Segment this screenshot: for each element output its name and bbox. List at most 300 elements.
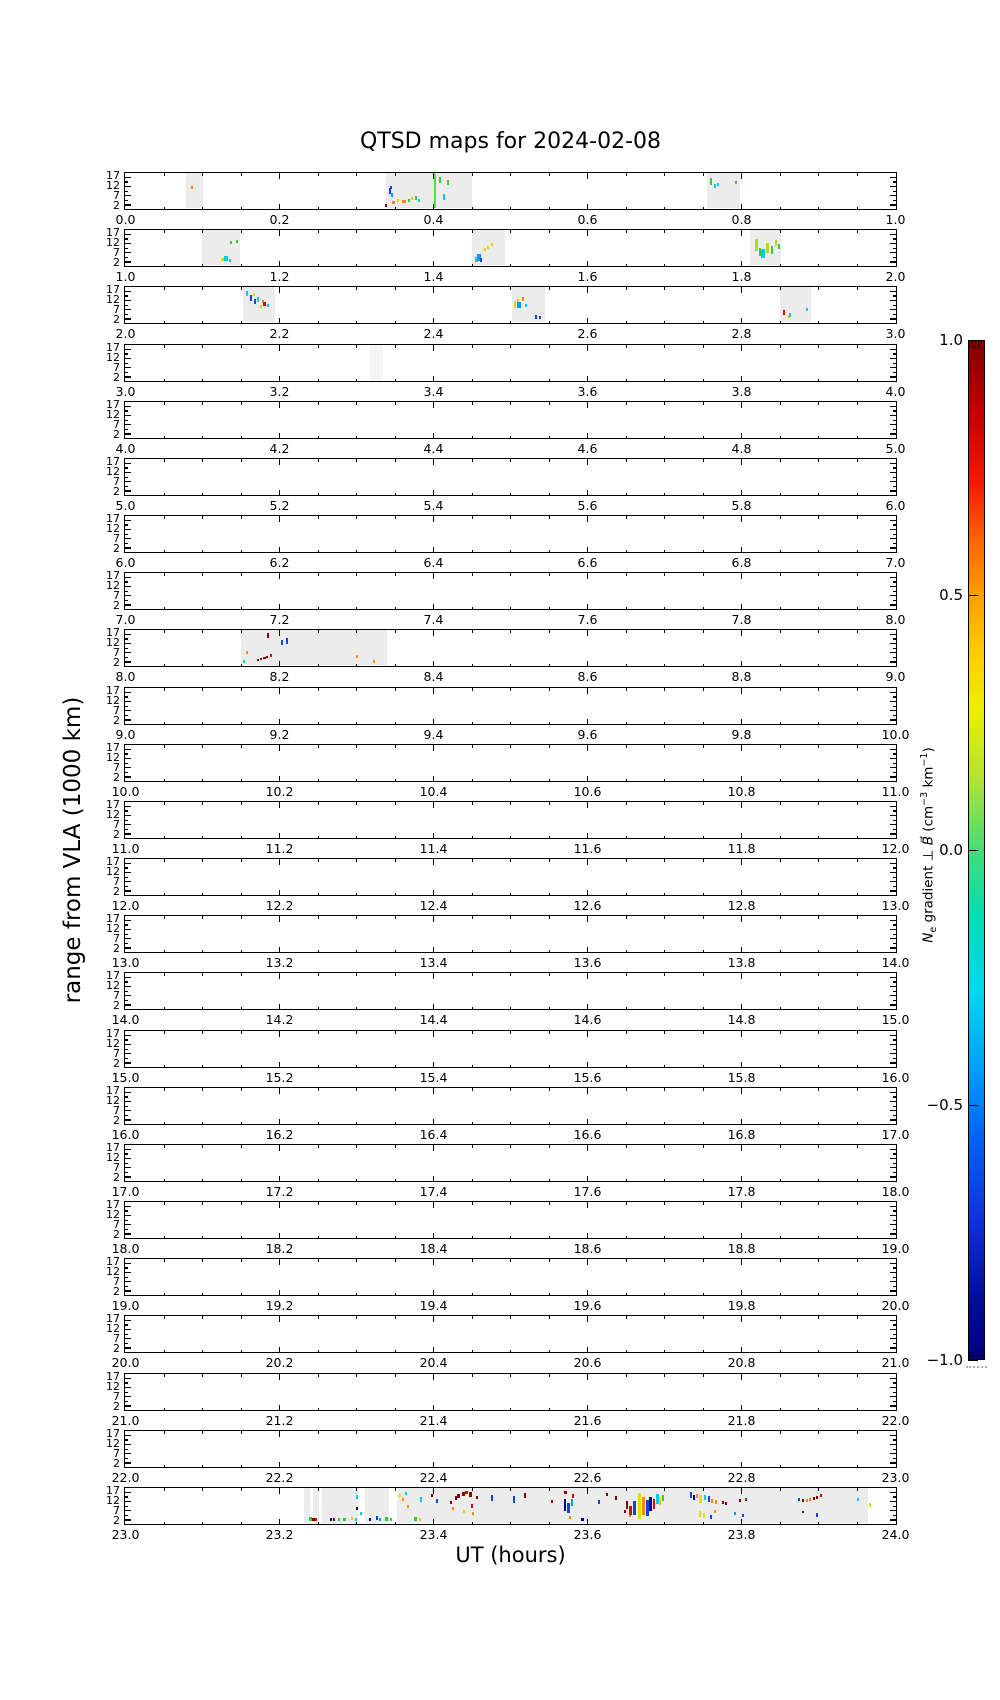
y-tick [125,252,131,253]
y-tick [125,305,128,306]
data-speckle [798,1498,800,1501]
y-tick [125,1153,128,1154]
x-tick [202,1031,203,1034]
y-tick [125,1224,131,1225]
y-tick-label: 17 [106,912,120,925]
x-tick [433,1119,434,1125]
data-speckle [714,184,716,188]
x-tick [741,261,742,267]
x-tick [626,1145,627,1148]
x-tick [549,550,550,553]
x-tick [433,859,434,865]
x-tick [472,550,473,553]
x-tick [664,1465,665,1468]
y-tick [893,1343,896,1344]
y-tick [125,581,128,582]
data-speckle [402,200,406,203]
data-speckle [267,633,269,638]
y-tick [125,1496,128,1497]
y-tick [125,257,128,258]
y-axis-label: range from VLA (1000 km) [60,696,86,1004]
y-tick [890,204,896,205]
x-tick [549,1202,550,1205]
y-tick-label: 7 [113,818,120,831]
x-tick [626,1408,627,1411]
x-tick [626,173,627,176]
y-tick [125,261,131,262]
x-tick [741,661,742,667]
x-tick [857,1179,858,1182]
y-tick [125,815,131,816]
x-tick [433,916,434,922]
x-tick [164,379,165,382]
y-tick [893,1392,896,1393]
y-tick-label: 2 [113,1285,120,1298]
y-tick-label: 2 [113,1514,120,1527]
y-tick [125,410,128,411]
x-tick [664,1293,665,1296]
y-tick [893,1153,896,1154]
y-tick [893,753,896,754]
x-tick [780,802,781,805]
x-tick [587,1062,588,1068]
x-tick [587,1290,588,1296]
x-tick [857,264,858,267]
x-tick-label: 19.2 [265,1298,294,1313]
x-tick [241,973,242,976]
x-tick [318,859,319,862]
y-tick [890,1462,896,1463]
x-tick [241,1374,242,1377]
x-tick [626,973,627,976]
y-tick [890,1501,896,1502]
x-tick [703,1522,704,1525]
x-tick [472,630,473,633]
x-tick [818,207,819,210]
colorbar-label-close: ) [920,747,937,753]
y-tick [125,1004,131,1005]
x-tick-label: 23.8 [727,1527,756,1542]
y-tick [125,234,131,235]
data-speckle [513,1496,515,1503]
x-tick [472,1031,473,1034]
x-tick [433,433,434,439]
x-tick [626,1431,627,1434]
x-tick [587,1431,588,1437]
panel-hour-11 [124,801,897,839]
x-tick [472,1488,473,1491]
x-tick [318,836,319,839]
x-tick-label: 18.0 [111,1241,140,1256]
x-tick [587,688,588,694]
x-tick [164,893,165,896]
y-tick-label: 17 [106,798,120,811]
x-tick [626,607,627,610]
x-tick-label: 15.4 [419,1070,448,1085]
x-tick-label: 0.2 [269,212,290,227]
data-speckle [646,1500,649,1516]
x-tick [741,516,742,522]
y-tick-label: 12 [106,1094,120,1107]
x-tick [472,688,473,691]
data-speckle [385,1517,388,1521]
y-tick [890,300,896,301]
x-tick [279,287,280,293]
x-tick [395,402,396,405]
x-tick [664,264,665,267]
y-tick [890,806,896,807]
x-tick [780,1522,781,1525]
x-tick [202,573,203,576]
colorbar-tick [968,1360,978,1361]
x-tick-label: 3.2 [269,384,290,399]
x-tick [587,802,588,808]
x-tick [587,1119,588,1125]
x-tick [780,1465,781,1468]
x-tick [818,1522,819,1525]
x-tick [664,207,665,210]
y-tick [125,1172,128,1173]
x-tick [241,1145,242,1148]
y-tick [125,1149,131,1150]
x-tick [318,345,319,348]
x-tick [164,1522,165,1525]
x-tick [703,1293,704,1296]
x-tick [703,493,704,496]
x-tick [164,1179,165,1182]
y-tick [893,706,896,707]
y-tick [125,1492,131,1493]
y-tick [893,1229,896,1230]
data-speckle [463,1510,465,1513]
x-tick [857,402,858,405]
x-tick [626,722,627,725]
x-tick [857,436,858,439]
x-tick [279,459,280,465]
x-tick-label: 3.8 [731,384,752,399]
y-tick [890,1387,896,1388]
x-tick [395,1065,396,1068]
x-tick [857,688,858,691]
y-tick [125,719,131,720]
x-tick [356,459,357,462]
data-speckle [693,1495,695,1500]
y-tick [125,538,131,539]
x-tick [433,1176,434,1182]
data-speckle [662,1495,664,1501]
colorbar-label-units1: (cm [920,805,937,836]
x-tick [857,459,858,462]
x-tick-label: 20.0 [881,1298,910,1313]
y-tick-label: 12 [106,751,120,764]
x-tick [818,1259,819,1262]
data-speckle [539,316,541,319]
x-tick [857,893,858,896]
y-tick-label: 7 [113,1275,120,1288]
x-tick-label: 11.6 [573,841,602,856]
y-tick [890,1320,896,1321]
x-tick [318,1202,319,1205]
y-tick [893,238,896,239]
x-tick [395,916,396,919]
x-tick [780,836,781,839]
x-tick [587,859,588,865]
x-tick-label: 18.4 [419,1241,448,1256]
x-tick [356,950,357,953]
x-tick [318,402,319,405]
panel-hour-23 [124,1487,897,1525]
x-tick [318,1465,319,1468]
data-speckle [391,193,393,197]
x-tick [780,1488,781,1491]
y-tick [125,863,131,864]
x-tick [472,1122,473,1125]
data-speckle [745,1498,747,1501]
x-tick [664,802,665,805]
y-tick [125,1290,131,1291]
x-tick [780,779,781,782]
x-tick [356,1293,357,1296]
data-speckle [420,1497,422,1502]
x-tick [202,1088,203,1091]
y-tick [890,1519,896,1520]
x-tick [472,402,473,405]
x-tick [857,1408,858,1411]
x-tick [510,722,511,725]
x-tick [356,550,357,553]
x-tick-label: 22.8 [727,1470,756,1485]
x-tick [202,436,203,439]
x-tick [433,630,434,636]
x-tick [587,1347,588,1353]
y-tick [893,1449,896,1450]
x-tick [703,402,704,405]
x-tick-label: 22.0 [881,1413,910,1428]
x-tick [356,607,357,610]
x-tick [857,950,858,953]
x-tick [626,345,627,348]
x-tick-label: 0.0 [115,212,136,227]
y-tick [890,710,896,711]
x-tick [818,516,819,519]
x-tick [202,402,203,405]
y-tick [890,433,896,434]
x-tick [741,1119,742,1125]
panel-hour-20 [124,1315,897,1353]
y-tick-label: 12 [106,408,120,421]
x-tick [241,207,242,210]
x-tick [549,573,550,576]
x-tick [356,173,357,176]
x-tick [587,1488,588,1494]
panel-hour-3 [124,344,897,382]
y-tick-label: 12 [106,1265,120,1278]
x-tick [780,664,781,667]
x-tick [279,1462,280,1468]
x-tick [164,973,165,976]
y-tick [890,1110,896,1111]
y-tick-label: 7 [113,475,120,488]
y-tick-label: 2 [113,771,120,784]
x-tick [395,1465,396,1468]
x-tick-label: 16.4 [419,1127,448,1142]
x-tick [549,745,550,748]
x-tick [703,1179,704,1182]
data-speckle [755,239,758,251]
y-tick [125,600,128,601]
x-tick [241,893,242,896]
data-speckle [369,1518,371,1521]
x-tick [472,1374,473,1377]
x-tick [164,573,165,576]
x-tick [164,1236,165,1239]
y-tick-label: 7 [113,589,120,602]
y-tick [125,1272,131,1273]
x-tick [241,722,242,725]
x-tick [780,1202,781,1205]
y-tick [125,363,128,364]
x-tick [741,1259,742,1265]
x-tick [818,1236,819,1239]
x-tick-label: 19.8 [727,1298,756,1313]
x-tick [857,173,858,176]
x-tick [510,836,511,839]
x-tick [318,1293,319,1296]
x-tick [279,376,280,382]
y-tick [893,1458,896,1459]
x-tick [318,1031,319,1034]
x-tick [356,1088,357,1091]
x-tick [741,1145,742,1151]
y-tick [125,309,131,310]
y-tick [890,1004,896,1005]
y-tick-label: 2 [113,256,120,269]
x-tick-label: 13.0 [111,955,140,970]
y-tick [890,1396,896,1397]
y-tick-label: 2 [113,1057,120,1070]
x-tick [780,1431,781,1434]
x-tick [549,173,550,176]
x-tick [664,1350,665,1353]
y-tick [125,1401,128,1402]
x-tick-label: 1.8 [731,269,752,284]
panel-hour-22 [124,1430,897,1468]
x-tick [587,459,588,465]
x-tick [395,745,396,748]
data-speckle [439,177,441,183]
x-tick [510,1236,511,1239]
y-tick [893,829,896,830]
y-tick [125,1176,131,1177]
x-tick [202,550,203,553]
x-tick [703,836,704,839]
x-tick-label: 8.6 [577,669,598,684]
x-tick [549,1088,550,1091]
x-tick [703,1259,704,1262]
x-tick [356,859,357,862]
x-tick [395,1408,396,1411]
y-tick-label: 2 [113,656,120,669]
x-tick [587,287,588,293]
x-tick [472,1007,473,1010]
y-tick [893,1496,896,1497]
data-speckle [253,293,255,296]
x-tick [279,973,280,979]
x-tick [549,1007,550,1010]
x-tick [780,493,781,496]
x-tick [664,630,665,633]
x-tick [202,207,203,210]
x-tick-label: 15.0 [111,1070,140,1085]
x-tick [318,287,319,290]
x-tick [356,1145,357,1148]
y-tick [125,886,128,887]
x-tick [472,516,473,519]
x-tick [510,1408,511,1411]
y-tick-label: 12 [106,1437,120,1450]
x-tick [818,1031,819,1034]
x-tick [664,1088,665,1091]
y-tick-label: 12 [106,979,120,992]
y-tick [125,372,128,373]
x-tick [395,1145,396,1148]
data-speckle [783,310,785,315]
y-tick-label: 17 [106,1312,120,1325]
x-tick [703,1431,704,1434]
x-tick [549,1465,550,1468]
y-tick [893,486,896,487]
y-tick-label: 12 [106,579,120,592]
x-tick [395,1122,396,1125]
y-tick [125,1444,131,1445]
data-speckle [457,1494,460,1498]
y-tick [125,472,131,473]
y-tick [890,824,896,825]
y-tick [125,772,128,773]
y-tick-label: 7 [113,932,120,945]
x-tick [818,688,819,691]
x-tick [356,345,357,348]
y-tick [125,195,131,196]
x-tick-label: 9.2 [269,727,290,742]
x-tick [164,550,165,553]
x-tick [780,973,781,976]
y-tick [893,886,896,887]
y-tick [890,595,896,596]
x-tick [780,1088,781,1091]
y-tick-label: 12 [106,522,120,535]
y-tick-label: 7 [113,418,120,431]
x-tick [587,402,588,408]
y-tick [893,1096,896,1097]
y-tick [125,1110,131,1111]
y-tick [893,1000,896,1001]
x-tick [549,230,550,233]
y-tick [890,1215,896,1216]
y-tick [125,943,128,944]
y-tick [125,534,128,535]
x-tick [626,688,627,691]
panel-hour-17 [124,1144,897,1182]
x-tick-label: 3.0 [115,384,136,399]
y-tick [125,291,131,292]
x-tick [433,973,434,979]
y-tick [125,200,128,201]
x-tick-label: 0.4 [423,212,444,227]
x-tick [318,264,319,267]
y-tick [893,934,896,935]
y-tick [125,1158,131,1159]
